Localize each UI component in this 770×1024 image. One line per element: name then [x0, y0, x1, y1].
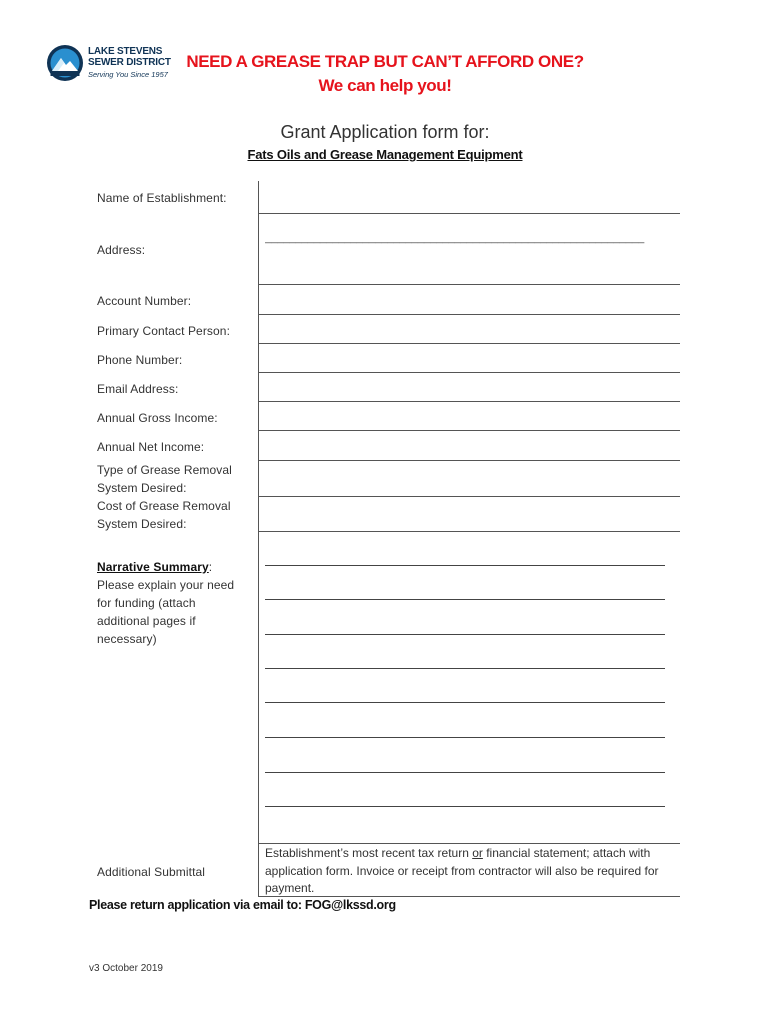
- narrative-write-line[interactable]: [265, 634, 665, 635]
- submittal-note-or: or: [472, 846, 483, 860]
- row-divider: [258, 843, 680, 844]
- system-type-label-line1: Type of Grease Removal: [97, 463, 232, 477]
- narrative-line4: necessary): [97, 632, 157, 646]
- form-title: Grant Application form for:: [280, 122, 490, 142]
- row-divider: [258, 213, 680, 214]
- form-column-divider: [258, 181, 259, 896]
- system-cost-label: [97, 497, 231, 533]
- form-subtitle: Fats Oils and Grease Management Equipment: [247, 147, 523, 162]
- narrative-summary-label: [97, 558, 234, 648]
- email-address-label: Email Address:: [97, 382, 179, 396]
- row-divider: [258, 460, 680, 461]
- narrative-summary-title: Narrative Summary: [97, 560, 209, 574]
- additional-submittal-label: Additional Submittal: [97, 865, 206, 879]
- row-divider: [258, 430, 680, 431]
- narrative-write-line[interactable]: [265, 806, 665, 807]
- submittal-note-part2: financial statement; attach with application form. Invoice or receipt from contractor will also be required for payment.: [265, 846, 659, 895]
- version-label: v3 October 2019: [89, 963, 163, 974]
- account-number-label: Account Number:: [97, 294, 192, 308]
- additional-submittal-note: [265, 845, 665, 898]
- system-type-label: [97, 461, 232, 497]
- narrative-write-line[interactable]: [265, 702, 665, 703]
- narrative-summary-colon: :: [208, 560, 213, 574]
- contact-person-label: Primary Contact Person:: [97, 324, 231, 338]
- narrative-line3: additional pages if: [97, 614, 196, 628]
- system-type-label-line2: System Desired:: [97, 481, 187, 495]
- system-cost-label-line2: System Desired:: [97, 517, 187, 531]
- row-divider: [258, 496, 680, 497]
- row-divider: [258, 314, 680, 315]
- gross-income-label: Annual Gross Income:: [97, 411, 218, 425]
- logo-name-line1: LAKE STEVENS: [88, 46, 163, 57]
- row-divider: [258, 531, 680, 532]
- row-divider: [258, 372, 680, 373]
- row-divider: [258, 284, 680, 285]
- narrative-write-line[interactable]: [265, 599, 665, 600]
- logo-name-line2: SEWER DISTRICT: [88, 57, 171, 68]
- narrative-line2: for funding (attach: [97, 596, 196, 610]
- address-label: Address:: [97, 243, 146, 257]
- return-instructions: Please return application via email to: FOG@lkssd.org: [89, 898, 396, 912]
- row-divider: [258, 343, 680, 344]
- system-cost-label-line1: Cost of Grease Removal: [97, 499, 231, 513]
- narrative-write-line[interactable]: [265, 565, 665, 566]
- narrative-write-line[interactable]: [265, 737, 665, 738]
- establishment-label: Name of Establishment:: [97, 191, 227, 205]
- net-income-label: Annual Net Income:: [97, 440, 205, 454]
- phone-number-label: Phone Number:: [97, 353, 183, 367]
- headline-primary: NEED A GREASE TRAP BUT CAN’T AFFORD ONE?: [186, 52, 584, 71]
- headline-secondary: We can help you!: [318, 76, 452, 95]
- address-fill-line: ______________________________________________________________: [265, 232, 645, 244]
- narrative-line1: Please explain your need: [97, 578, 235, 592]
- submittal-note-part1: Establishment’s most recent tax return: [265, 846, 473, 860]
- narrative-write-line[interactable]: [265, 772, 665, 773]
- logo-tagline: Serving You Since 1957: [88, 70, 168, 79]
- row-divider: [258, 401, 680, 402]
- narrative-write-line[interactable]: [265, 668, 665, 669]
